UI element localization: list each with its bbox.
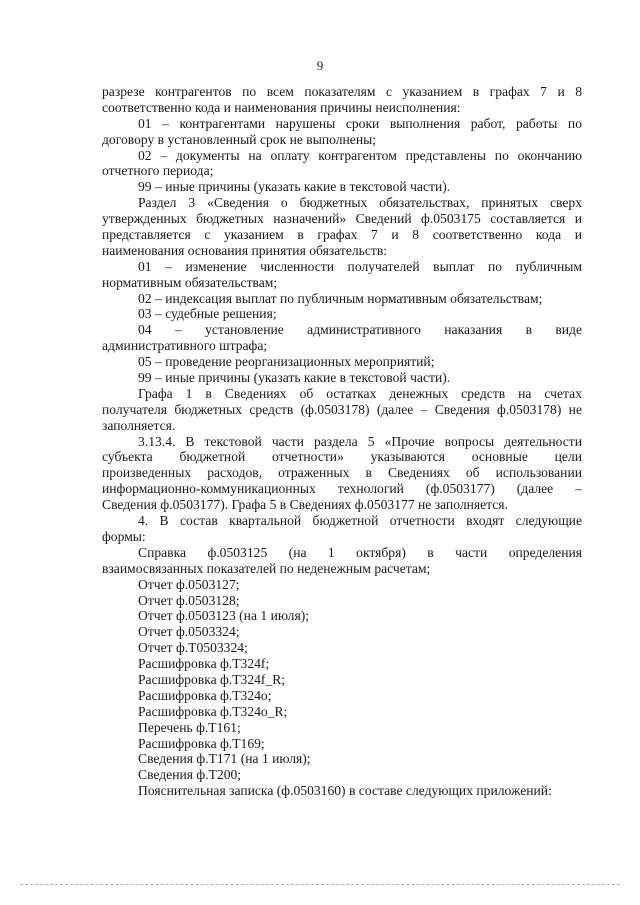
text-line: договору в установленный срок не выполнены; [102, 131, 377, 147]
text-line: Раздел 3 «Сведения о бюджетных обязательствах, принятых сверх [138, 195, 582, 211]
text-line: 99 – иные причины (указать какие в текстовой части). [138, 179, 451, 195]
text-line: субъекта бюджетной отчетности» указываются основные цели [102, 449, 582, 465]
text-line: Расшифровка ф.Т324f; [138, 656, 270, 672]
text-line: Отчет ф.0503123 (на 1 июля); [138, 608, 310, 624]
text-line: Отчет ф.0503128; [138, 592, 240, 608]
page-number: 9 [316, 58, 324, 73]
text-line: наименования основания принятия обязательств: [102, 242, 388, 258]
text-line: Отчет ф.Т0503324; [138, 640, 248, 656]
text-line: административного штрафа; [102, 338, 268, 354]
text-line: Сведения ф.Т171 (на 1 июля); [138, 751, 311, 767]
text-line: соответственно кода и наименования причины неисполнения: [102, 99, 461, 115]
text-line: 02 – документы на оплату контрагентом представлены по окончанию [138, 147, 582, 163]
text-line: формы: [102, 528, 146, 544]
text-line: получателя бюджетных средств (ф.0503178) (далее – Сведения ф.0503178) не [102, 401, 582, 417]
text-line: представляется с указанием в графах 7 и 8 соответственно кода и [102, 227, 582, 243]
text-line: Расшифровка ф.Т324f_R; [138, 671, 286, 687]
document-body [102, 84, 582, 799]
text-line: Отчет ф.0503127; [138, 576, 240, 592]
bottom-divider [20, 884, 620, 885]
text-line: взаимосвязанных показателей по неденежным расчетам; [102, 560, 431, 576]
text-line: утвержденных бюджетных назначений» Сведений ф.0503175 составляется и [102, 211, 582, 227]
text-line: Перечень ф.Т161; [138, 719, 241, 735]
text-line: Сведения ф.Т200; [138, 767, 242, 783]
text-line: отчетного периода; [102, 163, 214, 179]
text-line: 01 – контрагентами нарушены сроки выполнения работ, работы по [138, 115, 582, 131]
text-line: 05 – проведение реорганизационных мероприятий; [138, 354, 435, 370]
text-line: Сведения ф.0503177). Графа 5 в Сведениях ф.0503177 не заполняется. [102, 497, 508, 513]
text-line: Отчет ф.0503324; [138, 624, 240, 640]
text-line: разрезе контрагентов по всем показателям с указанием в графах 7 и 8 [102, 84, 582, 99]
text-line: 01 – изменение численности получателей выплат по публичным [138, 258, 582, 274]
text-line: произведенных расходов, отраженных в Сведениях об использовании [102, 465, 582, 481]
text-line: 04 – установление административного наказания в виде [138, 322, 582, 338]
text-line: 99 – иные причины (указать какие в текстовой части). [138, 370, 451, 386]
text-line: Графа 1 в Сведениях об остатках денежных средств на счетах [138, 385, 582, 401]
text-line: нормативным обязательствам; [102, 274, 278, 290]
text-line: Расшифровка ф.Т169; [138, 735, 265, 751]
text-line: Справка ф.0503125 (на 1 октября) в части определения [138, 544, 582, 560]
text-line: 3.13.4. В текстовой части раздела 5 «Прочие вопросы деятельности [138, 433, 582, 449]
text-line: 02 – индексация выплат по публичным нормативным обязательствам; [138, 290, 543, 306]
text-line: заполняется. [102, 417, 176, 433]
text-line: 03 – судебные решения; [138, 306, 277, 322]
text-line: 4. В состав квартальной бюджетной отчетности входят следующие [138, 513, 582, 529]
text-line: Расшифровка ф.Т324o; [138, 687, 272, 703]
text-line: Расшифровка ф.Т324o_R; [138, 703, 288, 719]
text-line: информационно-коммуникационных технологий (ф.0503177) (далее – [102, 481, 582, 497]
text-line: Пояснительная записка (ф.0503160) в составе следующих приложений: [138, 783, 552, 799]
